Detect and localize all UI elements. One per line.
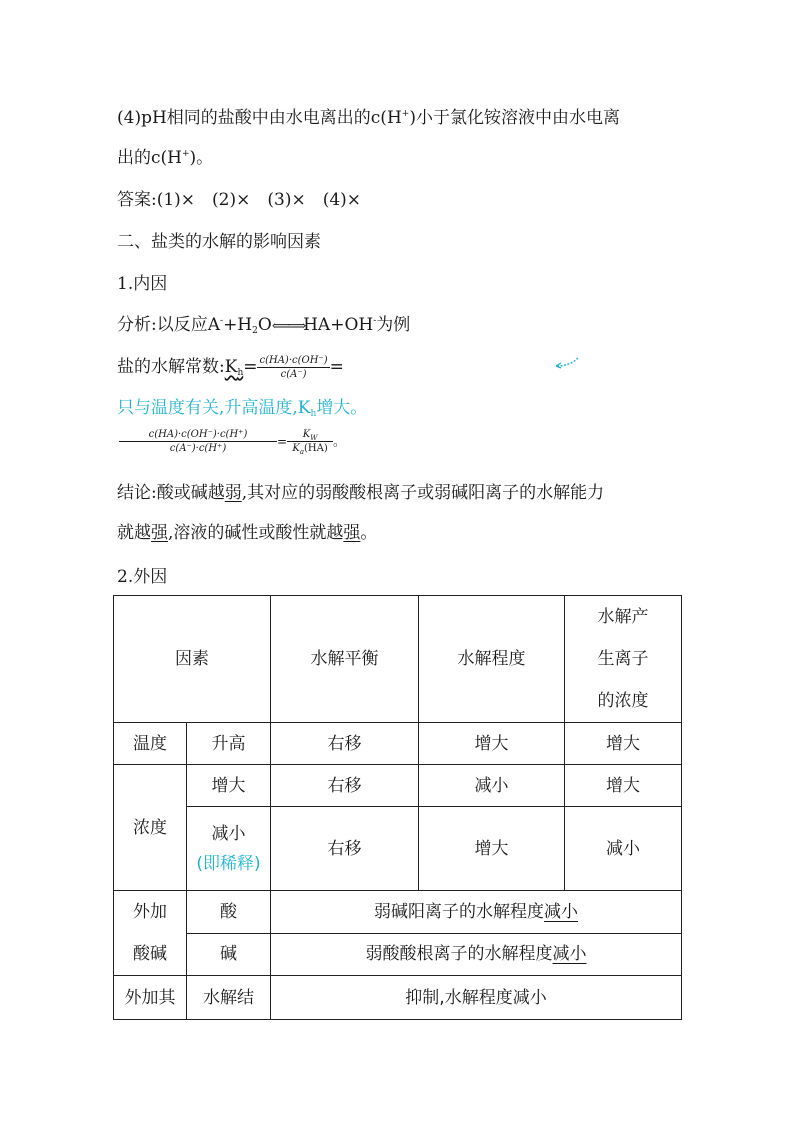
external-heading: 2.外因 xyxy=(117,567,168,587)
analysis-line: 分析:以反应$A^-+H_2O⟸⟹HA+OH^-$为例 xyxy=(117,315,411,336)
table-row: 浓度 增大 右移 减小 增大 xyxy=(114,765,682,807)
table-row: 外加 酸碱 酸 弱碱阳离子的水解程度减小 xyxy=(114,891,682,934)
section-title: 二、盐类的水解的影响因素 xyxy=(117,232,321,252)
header-degree: 水解程度 xyxy=(419,596,565,723)
internal-heading: 1.内因 xyxy=(117,274,168,294)
derivation-fraction: $\frac{c(HA)\cdot c(OH^-)\cdot c(H^+)}{c(A^-)\cdot c(H^+)}$ xyxy=(119,428,277,455)
dilution-note: (即稀释) xyxy=(196,853,261,874)
kh-fraction: $\frac{c(HA)\cdot c(OH^-)}{c(A^-)}$ xyxy=(259,355,328,380)
conclusion-line-1: 结论:酸或碱越弱,其对应的弱酸酸根离子或弱碱阳离子的水解能力 xyxy=(117,483,605,503)
table-row: 碱 弱酸酸根离子的水解程度减小 xyxy=(114,933,682,976)
external-factors-table xyxy=(113,595,682,1020)
table-header-row xyxy=(114,596,682,723)
item-4-line-1: (4)pH相同的盐酸中由水电离出的c(H+)小于氯化铵溶液中由水电离 xyxy=(117,108,620,128)
temperature-note: 只与温度有关,升高温度$,K_h$增大。 xyxy=(117,398,368,419)
header-ion-concentration: 水解产 生离子 的浓度 xyxy=(565,596,682,723)
table-row: 温度 升高 右移 增大 增大 xyxy=(114,723,682,765)
header-factor: 因素 xyxy=(114,596,271,723)
reversible-arrow-icon: ⟸⟹ xyxy=(271,319,304,334)
derivation-line: $\frac{c(HA)\cdot c(OH^-)\cdot c(H^+)}{c(A^-)\cdot c(H^+)}$ = $\frac{K_W}{K_a(HA)}$ 。 xyxy=(119,428,345,455)
hydrolysis-constant-line: 盐的水解常数$:K_h=$ $\frac{c(HA)\cdot c(OH^-)}{c(A^-)}$ = xyxy=(117,355,344,380)
pen-arrow-icon xyxy=(552,356,580,370)
header-equilibrium: 水解平衡 xyxy=(271,596,419,723)
table-row: 外加其 水解结 抑制,水解程度减小 xyxy=(114,976,682,1020)
table-row: 减小 (即稀释) 右移 增大 减小 xyxy=(114,807,682,891)
kw-ka-fraction: $\frac{K_W}{K_a(HA)}$ xyxy=(287,428,333,455)
item-4-line-2: 出的c(H+)。 xyxy=(117,148,214,168)
conclusion-line-2: 就越强,溶液的碱性或酸性就越强。 xyxy=(117,523,378,543)
answer-line: 答案:(1)× (2)× (3)× (4)× xyxy=(117,190,362,210)
kh-symbol: $K_h$ xyxy=(224,357,244,378)
